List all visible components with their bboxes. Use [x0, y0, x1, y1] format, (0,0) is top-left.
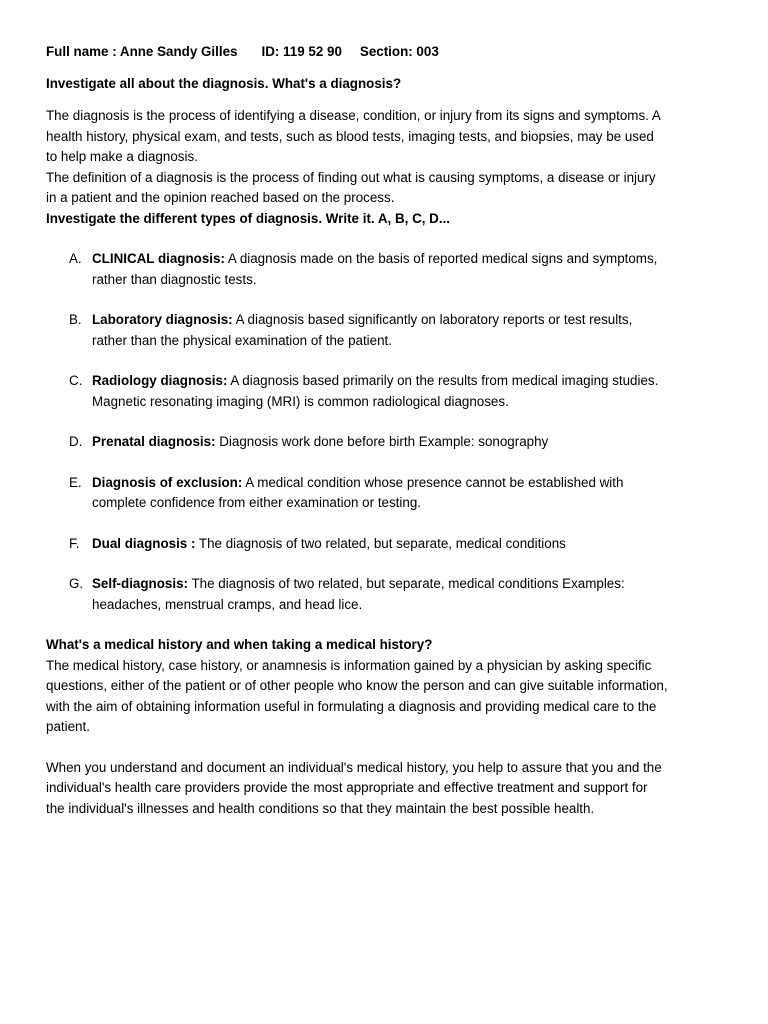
section-number: Section: 003 [359, 44, 439, 59]
list-marker: C. [69, 373, 83, 388]
type-description: The diagnosis of two related, but separate, medical conditions [195, 535, 566, 551]
type-term: Self-diagnosis: [92, 576, 188, 591]
type-description: A diagnosis based significantly on laboratory reports or test results, rather than the physical examination of the patient. [92, 312, 633, 348]
type-description: A diagnosis made on the basis of reported medical signs and symptoms, rather than diagnostic tests. [92, 251, 658, 287]
answer-medical-history-paragraph-1: The medical history, case history, or anamnesis is information gained by a physician by asking specific questions, either of the patient or of other people who know the person and can give suitable information, with the aim of obtaining information useful in formulating a diagnosis and providing medical care to the patient. [46, 657, 668, 734]
diagnosis-types-list [46, 249, 668, 615]
list-marker: G. [69, 576, 84, 591]
type-description: Diagnosis work done before birth Example: sonography [215, 434, 549, 449]
answer-diagnosis-paragraph-1: The diagnosis is the process of identifying a disease, condition, or injury from its signs and symptoms. A health history, physical exam, and tests, such as blood tests, imaging tests, and biopsies, may be used to help make a diagnosis. [46, 108, 661, 164]
list-marker: F. [69, 535, 80, 551]
type-term: Prenatal diagnosis: [92, 434, 216, 449]
list-item [46, 574, 668, 615]
question-medical-history: What's a medical history and when taking a medical history? [46, 637, 433, 652]
list-item [46, 432, 668, 453]
list-item [46, 473, 668, 514]
paragraph-spacer [46, 738, 668, 758]
list-marker: E. [69, 474, 82, 490]
type-description: The diagnosis of two related, but separate, medical conditions Examples: headaches, menstrual cramps, and head lice. [92, 576, 625, 612]
list-item [46, 249, 668, 290]
type-description: A diagnosis based primarily on the results from medical imaging studies. Magnetic resonating imaging (MRI) is common radiological diagnoses. [92, 373, 659, 409]
answer-diagnosis-paragraph-2: The definition of a diagnosis is the process of finding out what is causing symptoms, a disease or injury in a patient and the opinion reached based on the process. [46, 169, 656, 205]
type-term: Dual diagnosis : [92, 535, 196, 551]
full-name: Full name : Anne Sandy Gilles [46, 44, 238, 59]
list-marker: B. [69, 312, 82, 327]
type-term: CLINICAL diagnosis: [92, 251, 225, 266]
list-marker: D. [69, 434, 83, 449]
type-description: A medical condition whose presence cannot be established with complete confidence from either examination or testing. [92, 474, 624, 510]
list-item [46, 534, 668, 555]
answer-medical-history-paragraph-2: When you understand and document an individual's medical history, you help to assure that you and the individual's health care providers provide the most appropriate and effective treatment and support for the individual's illnesses and health conditions so that they maintain the best possible health. [46, 759, 662, 816]
student-header [46, 42, 668, 63]
question-diagnosis: Investigate all about the diagnosis. What's a diagnosis? [46, 75, 402, 91]
student-id: ID: 119 52 90 [261, 44, 342, 59]
question-types: Investigate the different types of diagnosis. Write it. A, B, C, D... [46, 210, 451, 226]
type-term: Laboratory diagnosis: [92, 312, 233, 327]
list-item [46, 310, 668, 351]
type-term: Diagnosis of exclusion: [92, 474, 243, 490]
list-item [46, 371, 668, 412]
list-marker: A. [69, 251, 82, 266]
type-term: Radiology diagnosis: [92, 373, 228, 388]
